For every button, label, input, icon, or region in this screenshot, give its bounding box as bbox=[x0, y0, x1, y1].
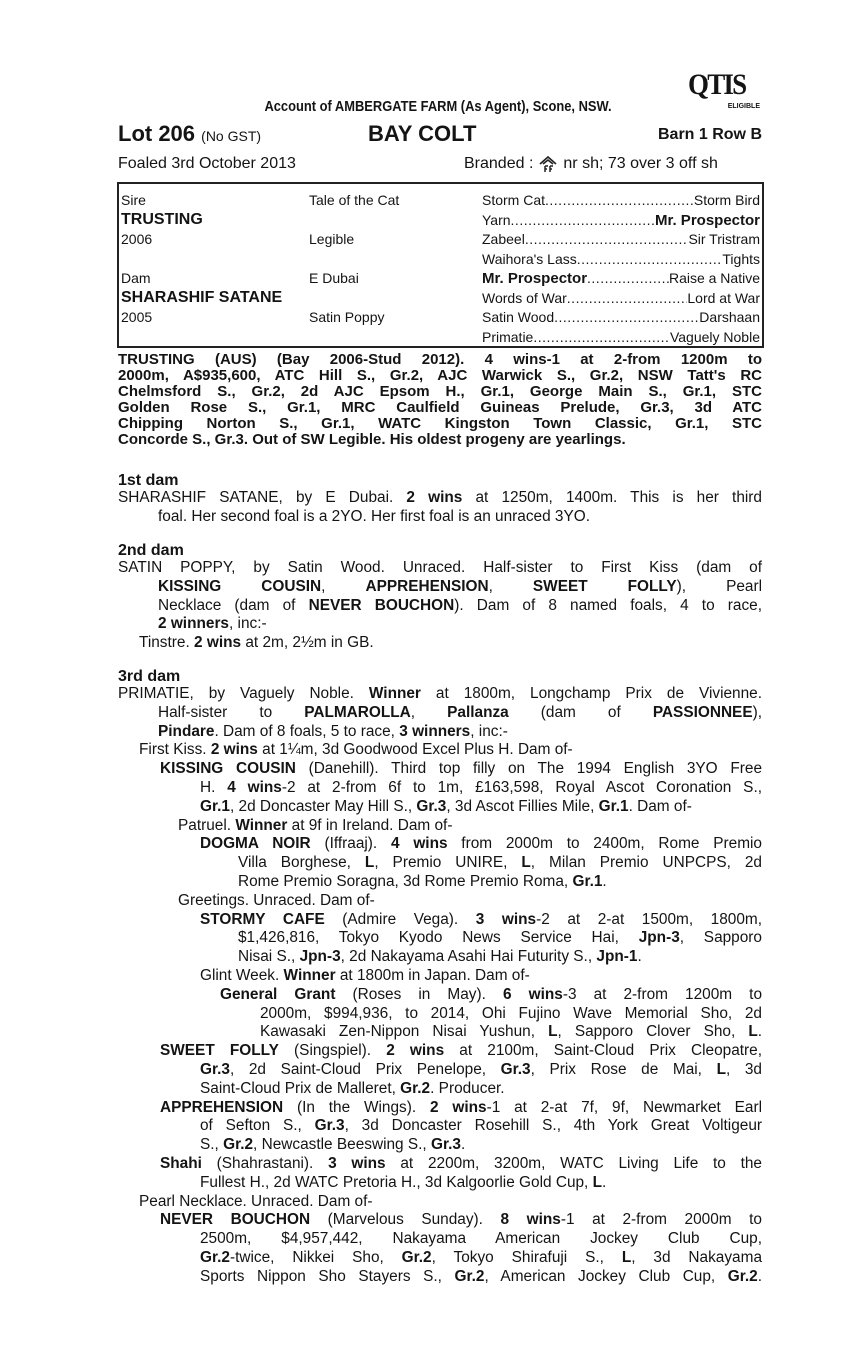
text-run: (In the Wings). bbox=[283, 1098, 430, 1116]
brand-info bbox=[464, 155, 718, 173]
section-heading: 1st dam bbox=[118, 472, 179, 489]
text-run: S., bbox=[200, 1136, 224, 1154]
catalogue-line bbox=[160, 760, 762, 779]
text-run: (dam of bbox=[508, 703, 653, 721]
text-run: (Admire Vega). bbox=[324, 910, 476, 928]
ancestor-name: Storm Cat bbox=[482, 192, 546, 208]
text-run: at 2100m, Saint-Cloud Prix Cleopatre, bbox=[444, 1042, 762, 1060]
catalogue-line bbox=[200, 1061, 762, 1080]
catalogue-line bbox=[200, 1174, 762, 1193]
ancestor-sire: Sir Tristram bbox=[688, 231, 760, 247]
catalogue-line bbox=[238, 929, 762, 948]
ancestor-name: Mr. Prospector bbox=[482, 270, 588, 287]
text-run: at 9f in Ireland. Dam of- bbox=[287, 816, 453, 834]
third-generation-ancestor bbox=[482, 308, 760, 327]
third-generation-ancestor bbox=[482, 191, 760, 210]
catalogue-line bbox=[200, 1230, 762, 1249]
logo-subtext: ELIGIBLE bbox=[727, 103, 760, 110]
sire-sire: Tale of the Cat bbox=[309, 192, 400, 208]
catalogue-line bbox=[160, 1042, 762, 1061]
dot-leader bbox=[511, 211, 655, 230]
catalogue-line bbox=[238, 854, 762, 873]
text-run: Sports Nippon Sho Stayers S., bbox=[200, 1267, 455, 1285]
text-run: of Sefton S., bbox=[200, 1117, 315, 1135]
highlighted-text: Gr.3 bbox=[200, 1060, 230, 1078]
text-run: ). Dam of 8 named foals, 4 to race, bbox=[454, 596, 762, 614]
text-run: (Singspiel). bbox=[278, 1042, 387, 1060]
sire-summary-line: Chelmsford S., Gr.2, 2d AJC Epsom H., Gr.1, George Main S., Gr.1, STC bbox=[118, 383, 762, 400]
dam-name: SHARASHIF SATANE bbox=[121, 289, 283, 306]
catalogue-line bbox=[118, 685, 762, 704]
catalogue-line bbox=[139, 1193, 762, 1212]
text-run: . bbox=[757, 1023, 762, 1041]
text-run: , Milan Premio UNPCPS, 2d bbox=[530, 854, 762, 872]
sire-dam: Legible bbox=[309, 231, 355, 247]
highlighted-text: Gr.2 bbox=[727, 1267, 758, 1285]
sire-summary-line: TRUSTING (AUS) (Bay 2006-Stud 2012). 4 wins-1 at 2-from 1200m to bbox=[118, 351, 762, 368]
ancestor-name: Waihora's Lass bbox=[482, 250, 577, 267]
text-run: Kawasaki Zen-Nippon Nisai Yushun, bbox=[260, 1023, 549, 1041]
barn-location: Barn 1 Row B bbox=[657, 126, 762, 143]
pedigree-table bbox=[117, 182, 764, 348]
highlighted-text: Gr.3 bbox=[314, 1117, 345, 1135]
highlighted-text: STORMY CAFE bbox=[200, 910, 325, 928]
text-run: Greetings. Unraced. Dam of- bbox=[178, 891, 375, 909]
text-run: , 2d Nakayama Asahi Hai Futurity S., bbox=[340, 948, 597, 966]
text-run: ), Pearl bbox=[676, 577, 763, 595]
highlighted-text: Gr.1 bbox=[572, 872, 603, 890]
catalogue-line bbox=[178, 892, 762, 911]
catalogue-line bbox=[260, 1023, 762, 1042]
text-run: , American Jockey Club Cup, bbox=[484, 1267, 728, 1285]
text-run: 2000m, $994,936, to 2014, Ohi Fujino Wave Memorial Sho, 2d bbox=[260, 1004, 762, 1022]
text-run: -2 at 2-from 6f to 1m, £163,598, Royal Ascot Coronation S., bbox=[281, 778, 762, 796]
text-run: SHARASHIF SATANE, by E Dubai. bbox=[118, 489, 407, 506]
highlighted-text: Pallanza bbox=[447, 703, 509, 721]
ancestor-sire: Raise a Native bbox=[668, 270, 760, 286]
catalogue-line bbox=[139, 634, 762, 653]
text-run: . bbox=[460, 1136, 466, 1154]
text-run: foal. Her second foal is a 2YO. Her first foal is an unraced 3YO. bbox=[158, 507, 590, 525]
text-run: . bbox=[757, 1267, 763, 1285]
text-run: , 2d Doncaster May Hill S., bbox=[229, 797, 417, 815]
catalogue-line bbox=[220, 986, 762, 1005]
ancestor-sire: Tights bbox=[722, 250, 760, 267]
text-run: ), bbox=[752, 703, 762, 721]
text-run: Glint Week. bbox=[200, 966, 284, 984]
ancestor-name: Yarn bbox=[482, 211, 511, 228]
highlighted-text: Gr.2 bbox=[200, 1248, 230, 1266]
section-heading: 3rd dam bbox=[118, 668, 181, 685]
sire-year: 2006 bbox=[121, 231, 153, 247]
text-run: Villa Borghese, bbox=[238, 854, 365, 872]
highlighted-text: Winner bbox=[283, 966, 336, 984]
text-run: Rome Premio Soragna, 3d Rome Premio Roma, bbox=[238, 872, 573, 890]
text-run: , 3d Doncaster Rosehill S., 4th York Great Voltigeur bbox=[344, 1117, 762, 1135]
vendor-account: Account of AMBERGATE FARM (As Agent), Scone, NSW. bbox=[264, 98, 612, 115]
highlighted-text: Jpn-1 bbox=[596, 948, 638, 966]
text-run: , 2d Saint-Cloud Prix Penelope, bbox=[229, 1060, 501, 1078]
text-run: -2 at 2-at 1500m, 1800m, bbox=[536, 910, 762, 928]
catalogue-line bbox=[200, 779, 762, 798]
highlighted-text: L bbox=[621, 1248, 632, 1266]
highlighted-text: 2 wins bbox=[429, 1098, 487, 1116]
text-run: (Marvelous Sunday). bbox=[310, 1211, 501, 1229]
text-run: , 3d bbox=[725, 1060, 762, 1078]
text-run: at 1800m, Longchamp Prix de Vivienne. bbox=[420, 685, 762, 702]
catalogue-line bbox=[200, 1268, 762, 1287]
catalogue-line bbox=[160, 1099, 762, 1118]
sire-summary-line: Chipping Norton S., Gr.1, WATC Kingston Town Classic, Gr.1, STC bbox=[118, 415, 762, 432]
catalogue-line bbox=[118, 559, 762, 578]
text-run: Patruel. bbox=[178, 816, 236, 834]
highlighted-text: Winner bbox=[368, 685, 421, 702]
dam-year: 2005 bbox=[121, 309, 153, 325]
highlighted-text: Gr.3 bbox=[500, 1060, 531, 1078]
highlighted-text: Gr.1 bbox=[598, 797, 629, 815]
text-run: (Danehill). Third top filly on The 1994 English 3YO Free bbox=[295, 760, 763, 778]
ancestor-sire: Storm Bird bbox=[693, 192, 760, 208]
foaled-date: Foaled 3rd October 2013 bbox=[118, 155, 296, 172]
text-run: Pearl Necklace. Unraced. Dam of- bbox=[139, 1192, 373, 1210]
highlighted-text: Gr.3 bbox=[416, 797, 447, 815]
text-run: , bbox=[488, 577, 533, 595]
highlighted-text: PALMAROLLA bbox=[304, 703, 411, 721]
catalogue-line bbox=[158, 704, 762, 723]
dot-leader bbox=[533, 328, 670, 347]
text-run: , bbox=[410, 703, 448, 721]
sire-name: TRUSTING bbox=[121, 211, 203, 228]
text-run: $1,426,816, Tokyo Kyodo News Service Hai, bbox=[238, 929, 639, 947]
catalogue-line bbox=[200, 835, 762, 854]
catalogue-line bbox=[158, 615, 762, 634]
text-run: . bbox=[602, 1173, 607, 1191]
text-run: at 2200m, 3200m, WATC Living Life to the bbox=[385, 1154, 762, 1172]
catalogue-line bbox=[158, 723, 762, 742]
text-run: Tinstre. bbox=[139, 634, 195, 652]
branded-label: Branded : bbox=[464, 155, 534, 172]
highlighted-text: L bbox=[716, 1060, 726, 1078]
dot-leader bbox=[554, 308, 699, 327]
text-run: at 1¼m, 3d Goodwood Excel Plus H. Dam of- bbox=[257, 741, 573, 759]
catalogue-line bbox=[160, 1155, 762, 1174]
highlighted-text: 4 wins bbox=[390, 835, 448, 853]
dot-leader bbox=[587, 269, 669, 288]
catalogue-line bbox=[238, 948, 762, 967]
sire-label: Sire bbox=[121, 192, 146, 208]
highlighted-text: DOGMA NOIR bbox=[200, 835, 311, 853]
text-run: , Newcastle Beeswing S., bbox=[253, 1136, 431, 1154]
highlighted-text: Gr.2 bbox=[454, 1267, 485, 1285]
highlighted-text: KISSING COUSIN bbox=[160, 760, 296, 778]
text-run: at 1250m, 1400m. This is her third bbox=[462, 489, 762, 506]
text-run: , 3d Ascot Fillies Mile, bbox=[446, 797, 599, 815]
text-run: PRIMATIE, by Vaguely Noble. bbox=[118, 685, 369, 702]
text-run: , bbox=[321, 577, 366, 595]
dot-leader bbox=[525, 230, 689, 249]
third-generation-ancestor bbox=[482, 269, 760, 288]
third-generation-ancestor bbox=[482, 328, 760, 347]
text-run: , inc:- bbox=[229, 615, 267, 633]
highlighted-text: PASSIONNEE bbox=[652, 703, 753, 721]
ancestor-name: Satin Wood bbox=[482, 309, 555, 325]
lot-number bbox=[118, 121, 261, 147]
sire-summary-line: Concorde S., Gr.3. Out of SW Legible. His oldest progeny are yearlings. bbox=[118, 431, 626, 448]
text-run: , Premio UNIRE, bbox=[374, 854, 522, 872]
sire-summary-line: Golden Rose S., Gr.1, MRC Caulfield Guineas Prelude, Gr.3, 3d ATC bbox=[118, 399, 762, 416]
section-heading: 2nd dam bbox=[118, 542, 184, 559]
text-run: Necklace (dam of bbox=[158, 596, 309, 614]
dot-leader bbox=[567, 289, 688, 308]
highlighted-text: Gr.2 bbox=[401, 1248, 432, 1266]
text-run: , Prix Rose de Mai, bbox=[530, 1060, 717, 1078]
highlighted-text: Winner bbox=[235, 816, 288, 834]
text-run: . Dam of- bbox=[628, 797, 692, 815]
text-run: Saint-Cloud Prix de Malleret, bbox=[200, 1079, 401, 1097]
catalogue-line bbox=[200, 1136, 762, 1155]
catalogue-line bbox=[139, 741, 762, 760]
sire-summary bbox=[118, 352, 762, 448]
text-run: . Dam of 8 foals, 5 to race, bbox=[214, 722, 400, 740]
highlighted-text: L bbox=[548, 1023, 558, 1041]
dot-leader bbox=[577, 250, 723, 269]
highlighted-text: L bbox=[521, 854, 531, 872]
catalogue-line bbox=[200, 1249, 762, 1268]
catalogue-line bbox=[200, 911, 762, 930]
brand-mark-icon bbox=[538, 155, 558, 173]
text-run: Fullest H., 2d WATC Pretoria H., 3d Kalgoorlie Gold Cup, bbox=[200, 1173, 593, 1191]
ancestor-name: Words of War bbox=[482, 289, 567, 306]
ancestor-sire: Mr. Prospector bbox=[654, 211, 760, 229]
highlighted-text: L bbox=[592, 1173, 603, 1191]
text-run: -1 at 2-at 7f, 9f, Newmarket Earl bbox=[486, 1098, 762, 1116]
branded-text: nr sh; 73 over 3 off sh bbox=[563, 155, 718, 172]
text-run: from 2000m to 2400m, Rome Premio bbox=[447, 835, 762, 853]
highlighted-text: NEVER BOUCHON bbox=[308, 596, 455, 614]
catalogue-line bbox=[178, 817, 762, 836]
logo-text: QTIS bbox=[688, 68, 746, 101]
catalogue-line bbox=[160, 1211, 762, 1230]
highlighted-text: SWEET FOLLY bbox=[160, 1042, 279, 1060]
highlighted-text: Jpn-3 bbox=[638, 929, 680, 947]
text-run: (Roses in May). bbox=[335, 985, 503, 1003]
highlighted-text: General Grant bbox=[220, 985, 336, 1003]
catalogue-line bbox=[200, 798, 762, 817]
dot-leader bbox=[545, 191, 694, 210]
text-run: (Shahrastani). bbox=[201, 1154, 329, 1172]
highlighted-text: 3 winners bbox=[399, 722, 471, 740]
text-run: . bbox=[637, 948, 642, 966]
catalogue-line bbox=[200, 967, 762, 986]
dam-label: Dam bbox=[121, 270, 151, 286]
text-run: , Sapporo bbox=[679, 929, 762, 947]
highlighted-text: 2 wins bbox=[406, 489, 463, 506]
ancestor-name: Zabeel bbox=[482, 231, 525, 247]
text-run: SATIN POPPY, by Satin Wood. Unraced. Half-sister to First Kiss (dam of bbox=[118, 559, 762, 576]
text-run: . bbox=[602, 872, 607, 890]
catalogue-line bbox=[158, 578, 762, 597]
highlighted-text: Gr.1 bbox=[200, 797, 230, 815]
text-run: at 1800m in Japan. Dam of- bbox=[335, 966, 530, 984]
highlighted-text: 2 wins bbox=[386, 1042, 445, 1060]
text-run: , 3d Nakayama bbox=[631, 1248, 763, 1266]
catalogue-line bbox=[260, 1005, 762, 1024]
third-generation-ancestor bbox=[482, 250, 760, 269]
highlighted-text: SWEET FOLLY bbox=[532, 577, 677, 595]
highlighted-text: APPREHENSION bbox=[160, 1098, 284, 1116]
highlighted-text: Gr.3 bbox=[430, 1136, 461, 1154]
text-run: Nisai S., bbox=[238, 948, 300, 966]
dam-sire: E Dubai bbox=[309, 270, 359, 286]
text-run: , inc:- bbox=[470, 722, 508, 740]
text-run: Half-sister to bbox=[158, 703, 305, 721]
highlighted-text: 3 wins bbox=[328, 1154, 386, 1172]
sire-summary-line: 2000m, A$935,600, ATC Hill S., Gr.2, AJC Warwick S., Gr.2, NSW Tatt's RC bbox=[118, 367, 762, 384]
text-run: , Sapporo Clover Sho, bbox=[557, 1023, 749, 1041]
catalogue-line bbox=[158, 597, 762, 616]
highlighted-text: 2 wins bbox=[194, 634, 242, 652]
text-run: -1 at 2-from 2000m to bbox=[560, 1211, 762, 1229]
highlighted-text: 2 wins bbox=[210, 741, 258, 759]
third-generation-ancestor bbox=[482, 289, 760, 308]
dam-dam: Satin Poppy bbox=[309, 309, 385, 325]
text-run: -3 at 2-from 1200m to bbox=[562, 985, 762, 1003]
catalogue-line bbox=[200, 1080, 762, 1099]
catalogue-line bbox=[158, 508, 762, 527]
text-run: at 2m, 2½m in GB. bbox=[241, 634, 374, 652]
highlighted-text: 3 wins bbox=[475, 910, 537, 928]
third-generation-ancestor bbox=[482, 211, 760, 230]
gst-note: (No GST) bbox=[201, 128, 262, 144]
lot-label: Lot 206 bbox=[118, 121, 196, 146]
catalogue-line bbox=[200, 1117, 762, 1136]
highlighted-text: L bbox=[364, 854, 375, 872]
ancestor-name: Primatie bbox=[482, 328, 534, 345]
horse-description: BAY COLT bbox=[368, 121, 477, 146]
highlighted-text: 2 winners bbox=[158, 615, 229, 633]
text-run: 2500m, $4,957,442, Nakayama American Jockey Club Cup, bbox=[200, 1230, 762, 1248]
highlighted-text: 8 wins bbox=[500, 1211, 561, 1229]
text-run: . Producer. bbox=[430, 1079, 505, 1097]
highlighted-text: Gr.2 bbox=[400, 1079, 431, 1097]
text-run: First Kiss. bbox=[139, 741, 211, 759]
catalogue-line bbox=[118, 489, 762, 508]
text-run: (Iffraaj). bbox=[310, 835, 391, 853]
highlighted-text: Jpn-3 bbox=[299, 948, 341, 966]
highlighted-text: APPREHENSION bbox=[365, 577, 489, 595]
third-generation-ancestor bbox=[482, 230, 760, 249]
ancestor-sire: Vaguely Noble bbox=[669, 328, 760, 345]
highlighted-text: NEVER BOUCHON bbox=[160, 1211, 311, 1229]
catalogue-line bbox=[238, 873, 762, 892]
highlighted-text: 4 wins bbox=[227, 778, 282, 796]
highlighted-text: Gr.2 bbox=[223, 1136, 254, 1154]
highlighted-text: Shahi bbox=[160, 1154, 202, 1172]
text-run: , Tokyo Shirafuji S., bbox=[431, 1248, 622, 1266]
highlighted-text: KISSING COUSIN bbox=[158, 577, 322, 595]
highlighted-text: 6 wins bbox=[502, 985, 563, 1003]
text-run: -twice, Nikkei Sho, bbox=[229, 1248, 402, 1266]
text-run: H. bbox=[200, 778, 228, 796]
highlighted-text: Pindare bbox=[158, 722, 215, 740]
highlighted-text: L bbox=[748, 1023, 758, 1041]
ancestor-sire: Darshaan bbox=[699, 309, 760, 325]
ancestor-sire: Lord at War bbox=[687, 289, 760, 306]
